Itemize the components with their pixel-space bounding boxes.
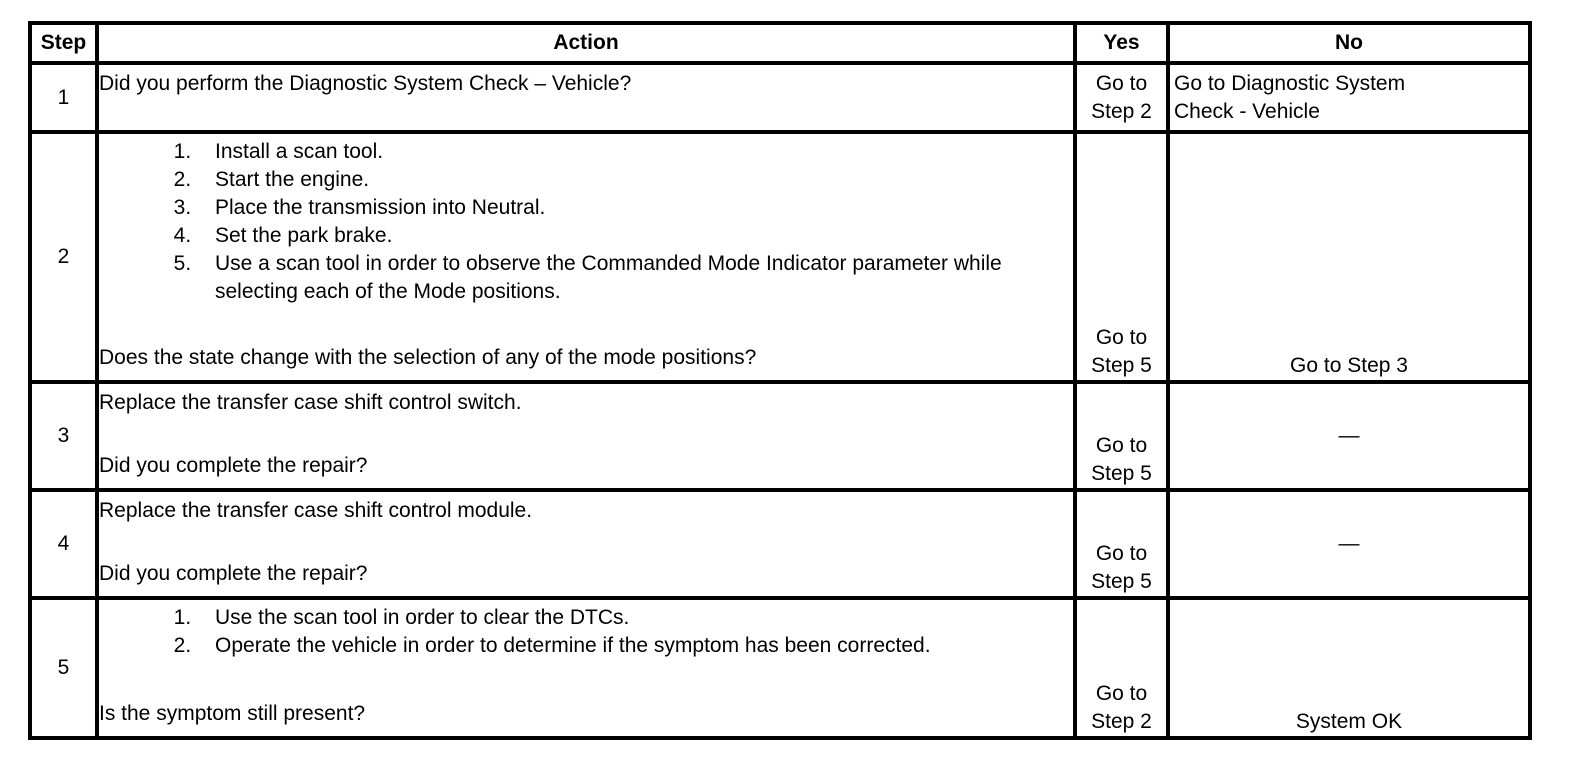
list-item: 3. Place the transmission into Neutral. — [197, 194, 1073, 222]
no-line: Check - Vehicle — [1174, 100, 1320, 123]
action-cell — [97, 382, 1075, 490]
yes-line: Step 2 — [1091, 100, 1152, 123]
table-row — [30, 490, 1530, 598]
yes-cell — [1075, 63, 1168, 132]
yes-cell — [1075, 132, 1168, 382]
no-line: Go to Diagnostic System — [1174, 72, 1406, 95]
no-cell — [1168, 382, 1530, 490]
step-number: 2 — [30, 132, 97, 382]
table-row — [30, 63, 1530, 132]
header-yes: Yes — [1075, 23, 1168, 63]
no-cell: Go to Step 3 — [1168, 132, 1530, 382]
action-question: Did you complete the repair? — [99, 454, 368, 477]
yes-cell — [1075, 382, 1168, 490]
yes-line: Go to — [1095, 434, 1148, 457]
yes-cell — [1075, 490, 1168, 598]
table-row — [30, 382, 1530, 490]
action-instruction: Replace the transfer case shift control module. — [99, 499, 533, 522]
action-cell — [97, 490, 1075, 598]
list-item: 2. Start the engine. — [197, 166, 1073, 194]
list-item: 2. Operate the vehicle in order to determine if the symptom has been corrected. — [197, 632, 1073, 660]
action-question: Did you complete the repair? — [99, 562, 368, 585]
table-row — [30, 598, 1530, 738]
action-cell — [97, 63, 1075, 132]
list-item: 4. Set the park brake. — [197, 222, 1073, 250]
action-steps-list — [99, 604, 1073, 660]
list-item: 5. Use a scan tool in order to observe the Commanded Mode Indicator parameter while selecting each of the Mode positions. — [197, 250, 1073, 306]
yes-line: Step 5 — [1091, 570, 1152, 593]
yes-line: Go to — [1095, 326, 1148, 349]
no-cell — [1168, 63, 1530, 132]
yes-line: Step 2 — [1091, 710, 1152, 733]
yes-cell — [1075, 598, 1168, 738]
yes-line: Go to — [1095, 542, 1148, 565]
diagnostic-table — [28, 21, 1532, 740]
no-answer-dash: — — [1338, 532, 1360, 555]
list-item: 1. Install a scan tool. — [197, 138, 1073, 166]
step-number: 4 — [30, 490, 97, 598]
action-instruction: Replace the transfer case shift control switch. — [99, 391, 522, 414]
yes-line: Step 5 — [1091, 354, 1152, 377]
action-question: Is the symptom still present? — [99, 702, 366, 725]
yes-line: Go to — [1095, 72, 1148, 95]
no-cell: System OK — [1168, 598, 1530, 738]
list-item: 1. Use the scan tool in order to clear the DTCs. — [197, 604, 1073, 632]
step-number: 5 — [30, 598, 97, 738]
header-step: Step — [30, 23, 97, 63]
action-question: Did you perform the Diagnostic System Check – Vehicle? — [99, 72, 632, 95]
yes-line: Step 5 — [1091, 462, 1152, 485]
no-cell — [1168, 490, 1530, 598]
action-steps-list — [99, 138, 1073, 306]
table-header-row — [30, 23, 1530, 63]
step-number: 1 — [30, 63, 97, 132]
action-cell — [97, 132, 1075, 382]
action-cell — [97, 598, 1075, 738]
step-number: 3 — [30, 382, 97, 490]
header-no: No — [1168, 23, 1530, 63]
yes-line: Go to — [1095, 682, 1148, 705]
no-answer-dash: — — [1338, 424, 1360, 447]
header-action: Action — [97, 23, 1075, 63]
table-row — [30, 132, 1530, 382]
action-question: Does the state change with the selection of any of the mode positions? — [99, 346, 757, 369]
